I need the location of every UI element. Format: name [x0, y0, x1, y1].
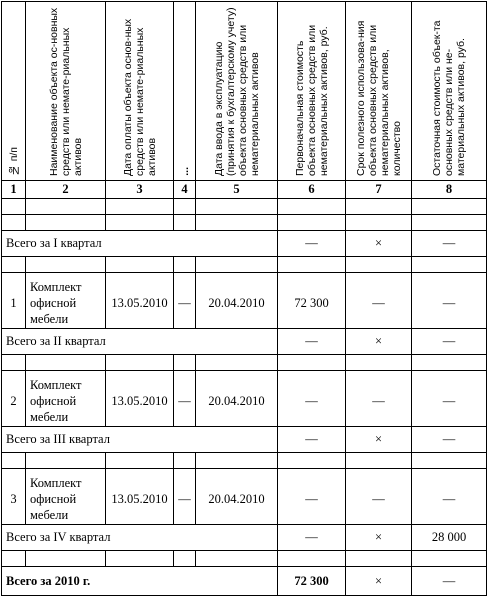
item-number: 2: [2, 371, 26, 427]
q2-useful-life: ×: [346, 329, 412, 355]
fixed-assets-table: [1, 1, 487, 596]
item-useful-life: —: [346, 469, 412, 525]
year-total-initial-cost: 72 300: [278, 567, 346, 596]
q1-residual: —: [412, 231, 487, 257]
header-text-useful-life: Срок полезного использова-ния объекта основных средств или нематериальных активов, количество: [354, 20, 403, 176]
item-initial-cost: —: [278, 469, 346, 525]
item-row-2: [2, 371, 487, 427]
q2-label: Всего за II квартал: [2, 329, 278, 355]
q1-summary-row: [2, 231, 487, 257]
header-cell-initial-cost: [278, 2, 346, 181]
item-col4: —: [174, 469, 196, 525]
header-row: [2, 2, 487, 181]
header-cell-start-date: [196, 2, 278, 181]
header-cell-pay-date: [106, 2, 174, 181]
item-pay-date: 13.05.2010: [106, 371, 174, 427]
header-text-start-date: Дата ввода в эксплуатацию (принятия к бухгалтерскому учету) объекта основных средств или нематериальных активов: [212, 7, 261, 176]
header-text-initial-cost: Первоначальная стоимость объекта основных средств или нематериальных активов, руб.: [293, 24, 330, 176]
item-start-date: 20.04.2010: [196, 371, 278, 427]
header-cell-num: [2, 2, 26, 181]
q3-initial-cost: —: [278, 427, 346, 453]
item-start-date: 20.04.2010: [196, 469, 278, 525]
column-number: 4: [174, 181, 196, 199]
column-number: 1: [2, 181, 26, 199]
column-number: 8: [412, 181, 487, 199]
header-text-num: № п/п: [7, 146, 20, 176]
item-useful-life: —: [346, 273, 412, 329]
blank-row: [2, 215, 487, 231]
q3-useful-life: ×: [346, 427, 412, 453]
item-name: Комплект офисной мебели: [26, 371, 106, 427]
item-number: 1: [2, 273, 26, 329]
header-text-ellipsis: ...: [178, 167, 191, 176]
column-number: 2: [26, 181, 106, 199]
item-useful-life: —: [346, 371, 412, 427]
item-name: Комплект офисной мебели: [26, 469, 106, 525]
year-total-residual: —: [412, 567, 487, 596]
q1-useful-life: ×: [346, 231, 412, 257]
header-cell-ellipsis: [174, 2, 196, 181]
q4-label: Всего за IV квартал: [2, 525, 278, 551]
q2-residual: —: [412, 329, 487, 355]
blank-row: [2, 257, 487, 273]
blank-row: [2, 551, 487, 567]
year-total-label: Всего за 2010 г.: [2, 567, 278, 596]
header-cell-name: [26, 2, 106, 181]
blank-row: [2, 199, 487, 215]
q2-summary-row: [2, 329, 487, 355]
header-cell-useful-life: [346, 2, 412, 181]
header-text-residual: Остаточная стоимость объек-та основных средств или не-материальных активов, руб.: [431, 20, 467, 176]
item-residual: —: [412, 469, 487, 525]
q4-initial-cost: —: [278, 525, 346, 551]
item-initial-cost: 72 300: [278, 273, 346, 329]
column-number: 5: [196, 181, 278, 199]
q3-label: Всего за III квартал: [2, 427, 278, 453]
q4-summary-row: [2, 525, 487, 551]
item-residual: —: [412, 273, 487, 329]
item-pay-date: 13.05.2010: [106, 273, 174, 329]
item-col4: —: [174, 273, 196, 329]
q3-residual: —: [412, 427, 487, 453]
year-total-useful-life: ×: [346, 567, 412, 596]
header-text-pay-date: Дата оплаты объекта основ-ных средств или немате-риальных активов: [121, 18, 158, 176]
item-residual: —: [412, 371, 487, 427]
year-total-row: [2, 567, 487, 596]
column-number: 7: [346, 181, 412, 199]
header-cell-residual: [412, 2, 487, 181]
item-name: Комплект офисной мебели: [26, 273, 106, 329]
item-row-1: [2, 273, 487, 329]
item-start-date: 20.04.2010: [196, 273, 278, 329]
q1-initial-cost: —: [278, 231, 346, 257]
q4-residual: 28 000: [412, 525, 487, 551]
item-col4: —: [174, 371, 196, 427]
q4-useful-life: ×: [346, 525, 412, 551]
item-number: 3: [2, 469, 26, 525]
header-text-name: Наименование объекта ос-новных средств или немате-риальных активов: [47, 7, 84, 176]
column-number: 3: [106, 181, 174, 199]
q3-summary-row: [2, 427, 487, 453]
item-row-3: [2, 469, 487, 525]
blank-row: [2, 355, 487, 371]
q2-initial-cost: —: [278, 329, 346, 355]
item-pay-date: 13.05.2010: [106, 469, 174, 525]
column-number: 6: [278, 181, 346, 199]
column-number-row: [2, 181, 487, 199]
item-initial-cost: —: [278, 371, 346, 427]
blank-row: [2, 453, 487, 469]
q1-label: Всего за I квартал: [2, 231, 278, 257]
